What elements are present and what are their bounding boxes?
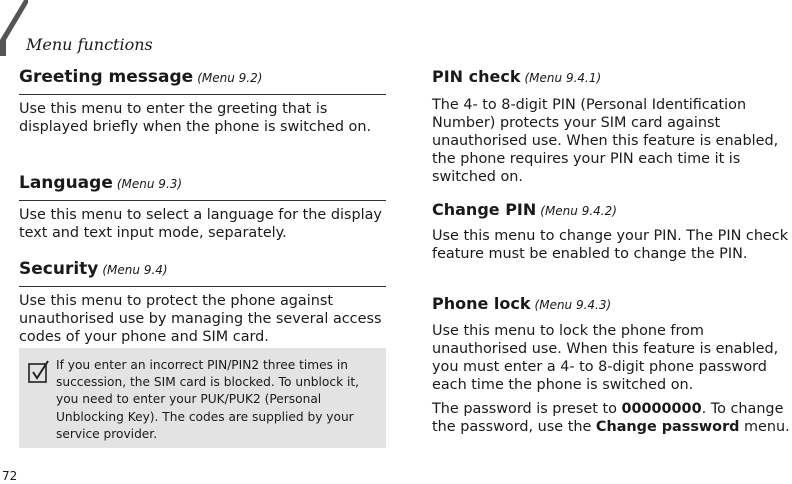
menu-reference: (Menu 9.3) <box>116 177 183 191</box>
preset-prefix: The password is preset to <box>432 401 622 417</box>
section-heading-language <box>19 173 386 201</box>
preset-suffix: menu. <box>739 419 790 435</box>
section-heading-change-pin <box>432 200 792 221</box>
menu-reference: (Menu 9.2) <box>197 71 263 85</box>
section-title: Change PIN <box>432 200 537 219</box>
password-preset-paragraph <box>432 400 792 436</box>
page-header-title: Menu functions <box>26 35 153 54</box>
section-heading-greeting <box>19 67 386 95</box>
menu-reference: (Menu 9.4.3) <box>534 298 612 312</box>
page-number: 72 <box>2 469 18 483</box>
section-title: Language <box>19 173 113 193</box>
change-password-menu-name: Change password <box>595 419 740 435</box>
section-heading-pin-check <box>432 67 792 88</box>
preset-mid: . To change the password, use the <box>432 401 784 435</box>
section-body-language: Use this menu to select a language for the display text and text input mode, separately. <box>19 207 382 241</box>
check-note-icon <box>28 360 50 384</box>
section-body-pin-check: The 4- to 8-digit PIN (Personal Identification Number) protects your SIM card against unauthorised use. When this feature is enabled, the phone requires your PIN each time it is switched on. <box>432 97 779 185</box>
section-body-phone-lock: Use this menu to lock the phone from unauthorised use. When this feature is enabled, you must enter a 4- to 8-digit phone password each time the phone is switched on. <box>432 323 779 393</box>
menu-reference: (Menu 9.4.1) <box>524 71 602 85</box>
note-text: If you enter an incorrect PIN/PIN2 three times in succession, the SIM card is blocked. To unblock it, you need to enter your PUK/PUK2 (Personal Unblocking Key). The codes are supplied by your service provider. <box>56 358 360 441</box>
menu-reference: (Menu 9.4.2) <box>540 204 617 218</box>
menu-reference: (Menu 9.4) <box>102 263 168 277</box>
section-title: PIN check <box>432 67 521 86</box>
section-body-change-pin: Use this menu to change your PIN. The PIN check feature must be enabled to change the PIN. <box>432 228 789 262</box>
header-accent-bar <box>0 0 28 56</box>
section-heading-security <box>19 259 386 287</box>
section-title: Phone lock <box>432 294 531 313</box>
section-title: Greeting message <box>19 67 194 87</box>
section-body-security: Use this menu to protect the phone against unauthorised use by managing the several access codes of your phone and SIM card. <box>19 293 382 345</box>
section-body-greeting: Use this menu to enter the greeting that is displayed briefly when the phone is switched on. <box>19 101 372 135</box>
section-heading-phone-lock <box>432 294 792 315</box>
section-title: Security <box>19 259 99 279</box>
note-box <box>19 348 386 448</box>
preset-password-value: 00000000 <box>621 401 702 417</box>
